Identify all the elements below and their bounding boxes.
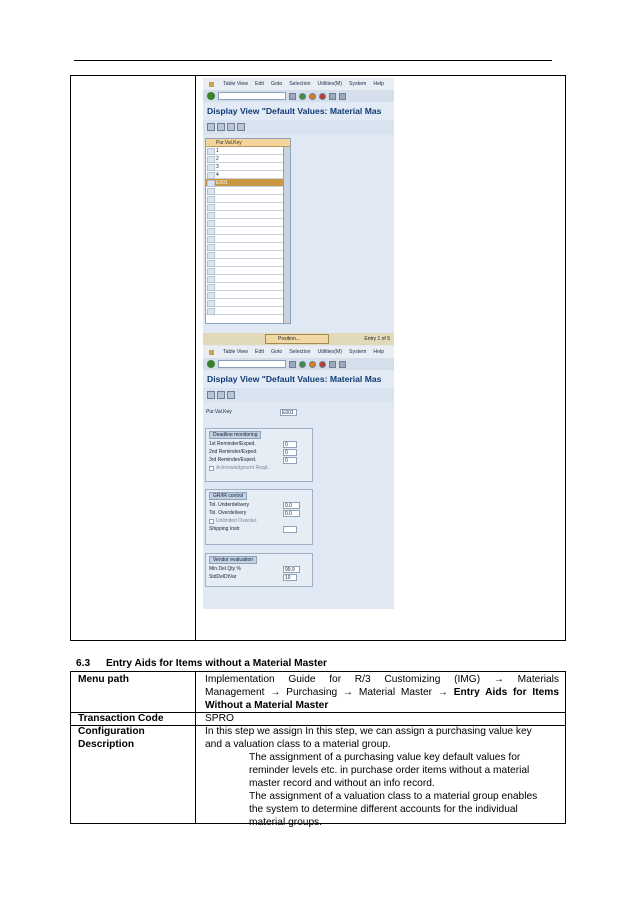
grid-header: Pur.Val.Key xyxy=(206,139,290,147)
key-field-row xyxy=(206,408,297,416)
config-description xyxy=(205,725,559,829)
menu-path-plain: Management → Purchasing → Material Master → xyxy=(205,687,454,698)
grir-control-group xyxy=(205,489,313,545)
section-number: 6.3 xyxy=(76,658,91,669)
entry-counter: Entry 1 of 5 xyxy=(364,336,390,342)
header-rule xyxy=(74,60,552,61)
group-title: GR/IR control xyxy=(209,492,247,500)
menu-system[interactable]: System xyxy=(349,81,367,87)
grid-row-empty[interactable] xyxy=(206,211,290,219)
menu-selection[interactable]: Selection xyxy=(289,349,311,355)
grid-row[interactable]: 3 xyxy=(206,163,290,171)
menu-goto[interactable]: Goto xyxy=(270,81,283,87)
grid-row-empty[interactable] xyxy=(206,195,290,203)
find-icon[interactable] xyxy=(339,93,346,100)
menu-table-view[interactable]: Table View xyxy=(223,349,248,355)
field-label: StdDelDtVar xyxy=(209,574,237,580)
field-row xyxy=(209,501,310,509)
back-icon[interactable] xyxy=(299,93,306,100)
menu-system[interactable]: System xyxy=(349,349,367,355)
field-label: 1st Reminder/Exped. xyxy=(209,441,256,447)
config-line: material groups. xyxy=(249,817,323,828)
grid-row-empty[interactable] xyxy=(206,235,290,243)
section-title: Entry Aids for Items without a Material Master xyxy=(106,658,327,669)
menu-table-view[interactable]: Table View xyxy=(223,81,248,87)
copy-icon[interactable] xyxy=(227,123,235,131)
menu-utilities[interactable]: Utilities(M) xyxy=(317,349,343,355)
menu-path-line: Implementation Guide for R/3 Customizing (IMG) → Materials xyxy=(205,674,559,685)
key-label: Pur.Val.Key xyxy=(206,409,232,415)
display-change-icon[interactable] xyxy=(207,391,215,399)
print-icon[interactable] xyxy=(329,93,336,100)
details-icon[interactable] xyxy=(217,123,225,131)
grid-row-empty[interactable] xyxy=(206,283,290,291)
grid-row-empty[interactable] xyxy=(206,259,290,267)
std-del-field[interactable]: 10 xyxy=(283,574,297,581)
sap-detail-screen xyxy=(203,346,394,581)
sap-window-icon xyxy=(209,82,214,87)
menu-path-line xyxy=(205,686,559,699)
enter-icon[interactable] xyxy=(207,92,215,100)
field-label: 2nd Reminder/Exped. xyxy=(209,449,258,455)
enter-icon[interactable] xyxy=(207,360,215,368)
save-icon[interactable] xyxy=(289,93,296,100)
field-row xyxy=(209,573,310,581)
next-entry-icon[interactable] xyxy=(227,391,235,399)
cancel-icon[interactable] xyxy=(319,93,326,100)
menu-path-value xyxy=(205,673,559,712)
tol-over-field[interactable]: 0.0 xyxy=(283,510,300,517)
sap-toolbar-2 xyxy=(203,358,394,370)
save-icon[interactable] xyxy=(289,361,296,368)
field-row xyxy=(209,448,310,456)
key-value-field[interactable]: E001 xyxy=(280,409,297,416)
menu-path-line: Without a Material Master xyxy=(205,700,329,711)
sap-window-icon xyxy=(209,350,214,355)
config-line: In this step we assign In this step, we can assign a purchasing value key xyxy=(205,726,532,737)
grid-row-empty[interactable] xyxy=(206,227,290,235)
grid-row-empty[interactable] xyxy=(206,299,290,307)
grid-row-empty[interactable] xyxy=(206,219,290,227)
unlimited-overdel-checkbox[interactable] xyxy=(209,517,310,525)
print-icon[interactable] xyxy=(329,361,336,368)
grid-row-empty[interactable] xyxy=(206,187,290,195)
exit-icon[interactable] xyxy=(309,361,316,368)
command-field[interactable] xyxy=(218,360,286,368)
delete-icon[interactable] xyxy=(237,123,245,131)
config-line: and a valuation class to a material group. xyxy=(205,739,391,750)
checkbox-label: Acknowledgment Reqd. xyxy=(216,465,269,471)
command-field[interactable] xyxy=(218,92,286,100)
menu-edit[interactable]: Edit xyxy=(255,81,264,87)
grid-row[interactable]: 1 xyxy=(206,147,290,155)
grid-row-empty[interactable] xyxy=(206,291,290,299)
config-line: the system to determine different accounts for the individual xyxy=(249,804,518,815)
position-bar xyxy=(203,333,394,345)
sap-menubar-2 xyxy=(203,346,394,358)
configuration-table xyxy=(70,671,566,828)
grid-row-empty[interactable] xyxy=(206,243,290,251)
config-line: The assignment of a valuation class to a material group enables xyxy=(249,791,538,802)
grid-row-empty[interactable] xyxy=(206,267,290,275)
menu-utilities[interactable]: Utilities(M) xyxy=(317,81,343,87)
tcode-label: Transaction Code xyxy=(78,713,164,724)
section-heading xyxy=(76,658,327,669)
grid-row-empty[interactable] xyxy=(206,275,290,283)
application-toolbar-2 xyxy=(203,388,394,402)
grid-row-empty[interactable] xyxy=(206,251,290,259)
checkbox-label: Unlimited Overdel. xyxy=(216,518,258,524)
sap-screen-title-2: Display View "Default Values: Material Mas xyxy=(203,370,394,388)
position-button[interactable]: Position... xyxy=(265,334,329,344)
grid-row-empty[interactable] xyxy=(206,307,290,315)
grid-row[interactable]: 4 xyxy=(206,171,290,179)
menu-help[interactable]: Help xyxy=(373,81,385,87)
display-change-icon[interactable] xyxy=(207,123,215,131)
min-del-field[interactable]: 99.9 xyxy=(283,566,300,573)
table-divider xyxy=(195,672,196,823)
vertical-scrollbar[interactable] xyxy=(283,147,290,323)
grid-row[interactable]: 2 xyxy=(206,155,290,163)
config-line: master record and without an info record. xyxy=(249,778,435,789)
field-label: 3rd Reminder/Exped. xyxy=(209,457,257,463)
sap-screen-title: Display View "Default Values: Material Mas xyxy=(203,102,394,120)
menu-path-bold: Entry Aids for Items xyxy=(453,687,559,698)
find-icon[interactable] xyxy=(339,361,346,368)
config-line: reminder levels etc. in purchase order items without a material xyxy=(249,765,530,776)
reminder3-field[interactable]: 0 xyxy=(283,457,297,464)
field-row xyxy=(209,440,310,448)
field-row xyxy=(209,565,310,573)
value-key-grid xyxy=(205,138,291,324)
config-label xyxy=(78,725,145,751)
field-row xyxy=(209,456,310,464)
config-label-line: Configuration xyxy=(78,726,145,737)
field-label: Shipping Instr. xyxy=(209,526,241,532)
sap-toolbar xyxy=(203,90,394,102)
previous-entry-icon[interactable] xyxy=(217,391,225,399)
reminder2-field[interactable]: 0 xyxy=(283,449,297,456)
menu-edit[interactable]: Edit xyxy=(255,349,264,355)
sap-screenshot xyxy=(203,78,394,609)
checkbox-box[interactable] xyxy=(209,519,214,524)
group-title: Deadline monitoring xyxy=(209,431,261,439)
field-row xyxy=(209,525,310,533)
cancel-icon[interactable] xyxy=(319,361,326,368)
deadline-monitoring-group xyxy=(205,428,313,482)
sap-menubar xyxy=(203,78,394,90)
field-label: Tol. Overdelivery xyxy=(209,510,247,516)
tcode-value: SPRO xyxy=(205,713,234,724)
back-icon[interactable] xyxy=(299,361,306,368)
checkbox-box[interactable] xyxy=(209,466,214,471)
shipping-instr-field[interactable] xyxy=(283,526,297,533)
grid-row-selected[interactable]: E001 xyxy=(206,179,290,187)
vendor-evaluation-group xyxy=(205,553,313,587)
config-label-line: Description xyxy=(78,739,135,750)
menu-path-label: Menu path xyxy=(78,674,129,685)
group-title: Vendor evaluation xyxy=(209,556,257,564)
field-label: Tol. Underdelivery xyxy=(209,502,250,508)
application-toolbar xyxy=(203,120,394,134)
exit-icon[interactable] xyxy=(309,93,316,100)
table-divider xyxy=(195,76,196,640)
menu-selection[interactable]: Selection xyxy=(289,81,311,87)
field-row xyxy=(209,509,310,517)
menu-help[interactable]: Help xyxy=(373,349,385,355)
field-label: Min.Del.Qty % xyxy=(209,566,241,572)
ack-reqd-checkbox[interactable] xyxy=(209,464,310,472)
reminder1-field[interactable]: 0 xyxy=(283,441,297,448)
menu-goto[interactable]: Goto xyxy=(270,349,283,355)
config-line: The assignment of a purchasing value key default values for xyxy=(249,752,521,763)
grid-row-empty[interactable] xyxy=(206,203,290,211)
tol-under-field[interactable]: 0.0 xyxy=(283,502,300,509)
